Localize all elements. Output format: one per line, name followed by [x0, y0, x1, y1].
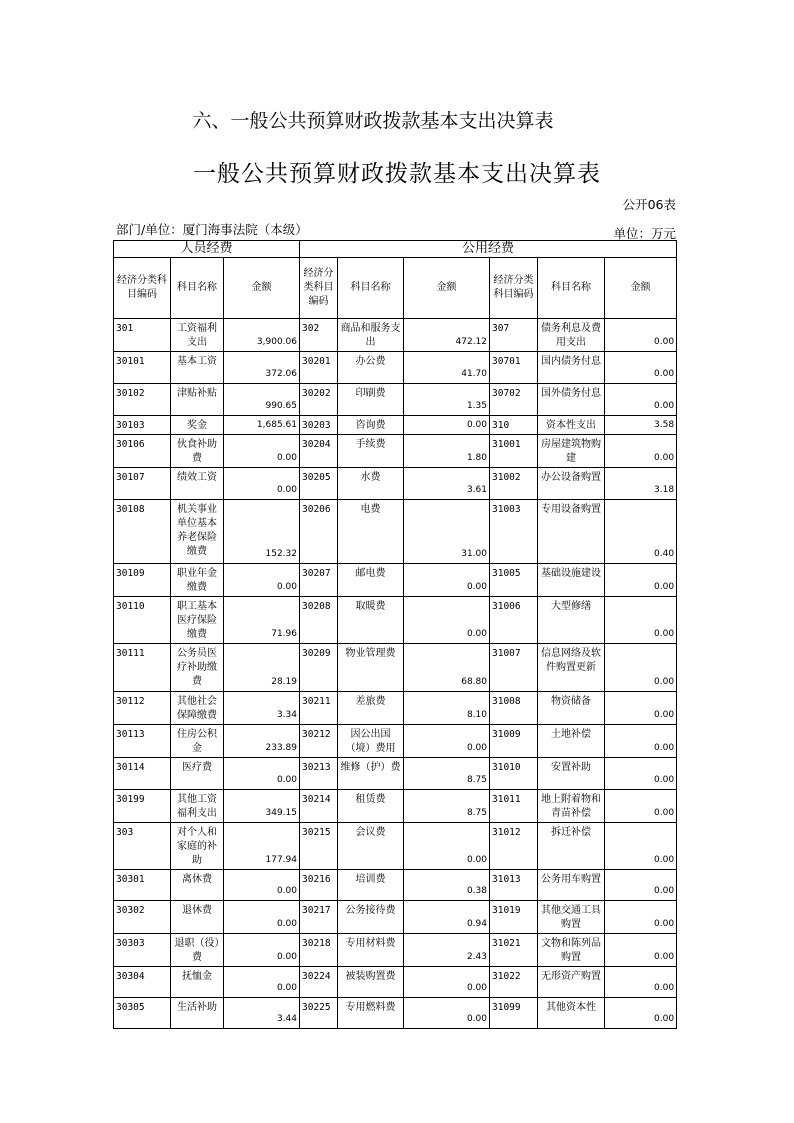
economic-code-cell: 30212 [300, 725, 338, 758]
amount-cell: 0.00 [605, 564, 677, 597]
economic-code-cell: 30209 [300, 644, 338, 692]
economic-code-cell: 301 [114, 319, 171, 352]
economic-code-cell: 31022 [490, 967, 538, 998]
economic-code-cell: 30302 [114, 901, 171, 934]
economic-code-cell: 30106 [114, 435, 171, 468]
economic-code-cell: 30108 [114, 500, 171, 564]
amount-cell: 0.00 [605, 644, 677, 692]
item-name-cell: 奖金 [171, 416, 224, 435]
amount-cell: 0.00 [224, 967, 300, 998]
amount-cell: 28.19 [224, 644, 300, 692]
table-row [114, 967, 677, 998]
amount-cell: 0.00 [224, 758, 300, 790]
table-row [114, 823, 677, 870]
column-header-name: 科目名称 [538, 258, 605, 319]
economic-code-cell: 30203 [300, 416, 338, 435]
table-row [114, 352, 677, 384]
item-name-cell: 工资福利支出 [171, 319, 224, 352]
economic-code-cell: 30214 [300, 790, 338, 823]
amount-cell: 372.06 [224, 352, 300, 384]
economic-code-cell: 31001 [490, 435, 538, 468]
economic-code-cell: 30211 [300, 692, 338, 725]
amount-cell: 0.00 [224, 870, 300, 901]
amount-cell: 0.00 [224, 435, 300, 468]
economic-code-cell: 302 [300, 319, 338, 352]
item-name-cell: 文物和陈列品购置 [538, 934, 605, 967]
amount-cell: 0.00 [404, 564, 490, 597]
item-name-cell: 专用燃料费 [338, 998, 404, 1029]
item-name-cell: 专用材料费 [338, 934, 404, 967]
table-row [114, 870, 677, 901]
item-name-cell: 职工基本医疗保险缴费 [171, 597, 224, 644]
table-row [114, 758, 677, 790]
item-name-cell: 住房公积金 [171, 725, 224, 758]
column-header-amount: 金额 [404, 258, 490, 319]
amount-cell: 3.44 [224, 998, 300, 1029]
amount-cell: 0.38 [404, 870, 490, 901]
amount-cell: 0.00 [605, 870, 677, 901]
amount-cell: 0.00 [605, 934, 677, 967]
department-label: 部门/单位：厦门海事法院（本级） [116, 222, 308, 237]
item-name-cell: 大型修缮 [538, 597, 605, 644]
item-name-cell: 债务利息及费用支出 [538, 319, 605, 352]
item-name-cell: 公务接待费 [338, 901, 404, 934]
economic-code-cell: 31002 [490, 468, 538, 500]
economic-code-cell: 30225 [300, 998, 338, 1029]
amount-cell: 68.80 [404, 644, 490, 692]
amount-cell: 0.00 [605, 692, 677, 725]
amount-cell: 0.00 [605, 790, 677, 823]
item-name-cell: 拆迁补偿 [538, 823, 605, 870]
form-number: 公开06表 [622, 197, 676, 212]
amount-cell: 0.40 [605, 500, 677, 564]
item-name-cell: 信息网络及软件购置更新 [538, 644, 605, 692]
amount-cell: 71.96 [224, 597, 300, 644]
table-row [114, 725, 677, 758]
amount-cell: 0.00 [224, 901, 300, 934]
economic-code-cell: 30205 [300, 468, 338, 500]
column-header-name: 科目名称 [338, 258, 404, 319]
amount-cell: 3.34 [224, 692, 300, 725]
item-name-cell: 安置补助 [538, 758, 605, 790]
economic-code-cell: 30303 [114, 934, 171, 967]
amount-cell: 0.00 [224, 468, 300, 500]
table-row [114, 468, 677, 500]
amount-cell: 0.00 [605, 319, 677, 352]
column-header-code: 经济分类科目编码 [490, 258, 538, 319]
table-row [114, 901, 677, 934]
expenditure-table [113, 240, 677, 1029]
item-name-cell: 被装购置费 [338, 967, 404, 998]
amount-cell: 0.00 [605, 758, 677, 790]
economic-code-cell: 30305 [114, 998, 171, 1029]
item-name-cell: 公务用车购置 [538, 870, 605, 901]
economic-code-cell: 31012 [490, 823, 538, 870]
unit-label: 单位：万元 [613, 226, 676, 241]
item-name-cell: 商品和服务支出 [338, 319, 404, 352]
economic-code-cell: 31008 [490, 692, 538, 725]
item-name-cell: 津贴补贴 [171, 384, 224, 416]
economic-code-cell: 30201 [300, 352, 338, 384]
table-row [114, 790, 677, 823]
table-row [114, 597, 677, 644]
economic-code-cell: 31009 [490, 725, 538, 758]
economic-code-cell: 30202 [300, 384, 338, 416]
amount-cell: 2.43 [404, 934, 490, 967]
item-name-cell: 基础设施建设 [538, 564, 605, 597]
economic-code-cell: 30103 [114, 416, 171, 435]
economic-code-cell: 30109 [114, 564, 171, 597]
amount-cell: 0.00 [605, 352, 677, 384]
amount-cell: 8.75 [404, 758, 490, 790]
amount-cell: 0.00 [605, 901, 677, 934]
table-row [114, 435, 677, 468]
table-row [114, 416, 677, 435]
economic-code-cell: 30114 [114, 758, 171, 790]
amount-cell: 0.94 [404, 901, 490, 934]
item-name-cell: 对个人和家庭的补助 [171, 823, 224, 870]
item-name-cell: 离休费 [171, 870, 224, 901]
item-name-cell: 职业年金缴费 [171, 564, 224, 597]
economic-code-cell: 30113 [114, 725, 171, 758]
economic-code-cell: 31003 [490, 500, 538, 564]
economic-code-cell: 30110 [114, 597, 171, 644]
item-name-cell: 其他交通工具购置 [538, 901, 605, 934]
item-name-cell: 办公设备购置 [538, 468, 605, 500]
item-name-cell: 国内债务付息 [538, 352, 605, 384]
item-name-cell: 其他社会保障缴费 [171, 692, 224, 725]
economic-code-cell: 30101 [114, 352, 171, 384]
economic-code-cell: 30701 [490, 352, 538, 384]
economic-code-cell: 303 [114, 823, 171, 870]
amount-cell: 41.70 [404, 352, 490, 384]
item-name-cell: 培训费 [338, 870, 404, 901]
economic-code-cell: 31013 [490, 870, 538, 901]
economic-code-cell: 30304 [114, 967, 171, 998]
item-name-cell: 退休费 [171, 901, 224, 934]
amount-cell: 1.35 [404, 384, 490, 416]
item-name-cell: 地上附着物和青苗补偿 [538, 790, 605, 823]
amount-cell: 0.00 [404, 597, 490, 644]
economic-code-cell: 30112 [114, 692, 171, 725]
amount-cell: 0.00 [404, 967, 490, 998]
item-name-cell: 物资储备 [538, 692, 605, 725]
economic-code-cell: 30215 [300, 823, 338, 870]
table-row [114, 564, 677, 597]
item-name-cell: 土地补偿 [538, 725, 605, 758]
item-name-cell: 办公费 [338, 352, 404, 384]
economic-code-cell: 30199 [114, 790, 171, 823]
item-name-cell: 资本性支出 [538, 416, 605, 435]
economic-code-cell: 30102 [114, 384, 171, 416]
item-name-cell: 印刷费 [338, 384, 404, 416]
amount-cell: 472.12 [404, 319, 490, 352]
economic-code-cell: 307 [490, 319, 538, 352]
economic-code-cell: 30213 [300, 758, 338, 790]
economic-code-cell: 30204 [300, 435, 338, 468]
economic-code-cell: 30301 [114, 870, 171, 901]
section-title: 六、一般公共预算财政拨款基本支出决算表 [192, 110, 554, 132]
column-header-code: 经济分类科目编码 [114, 258, 171, 319]
table-row [114, 384, 677, 416]
item-name-cell: 抚恤金 [171, 967, 224, 998]
economic-code-cell: 31099 [490, 998, 538, 1029]
column-header-name: 科目名称 [171, 258, 224, 319]
item-name-cell: 其他工资福利支出 [171, 790, 224, 823]
amount-cell: 0.00 [404, 823, 490, 870]
amount-cell: 3,900.06 [224, 319, 300, 352]
item-name-cell: 差旅费 [338, 692, 404, 725]
public-expense-header: 公用经费 [300, 241, 677, 258]
item-name-cell: 物业管理费 [338, 644, 404, 692]
item-name-cell: 国外债务付息 [538, 384, 605, 416]
amount-cell: 3.18 [605, 468, 677, 500]
economic-code-cell: 30107 [114, 468, 171, 500]
item-name-cell: 绩效工资 [171, 468, 224, 500]
item-name-cell: 基本工资 [171, 352, 224, 384]
economic-code-cell: 31005 [490, 564, 538, 597]
table-row [114, 934, 677, 967]
amount-cell: 1.80 [404, 435, 490, 468]
amount-cell: 0.00 [224, 934, 300, 967]
item-name-cell: 手续费 [338, 435, 404, 468]
economic-code-cell: 310 [490, 416, 538, 435]
item-name-cell: 邮电费 [338, 564, 404, 597]
item-name-cell: 房屋建筑物购建 [538, 435, 605, 468]
amount-cell: 0.00 [605, 597, 677, 644]
amount-cell: 233.89 [224, 725, 300, 758]
item-name-cell: 其他资本性 [538, 998, 605, 1029]
amount-cell: 152.32 [224, 500, 300, 564]
amount-cell: 0.00 [605, 435, 677, 468]
economic-code-cell: 31021 [490, 934, 538, 967]
item-name-cell: 维修（护）费 [338, 758, 404, 790]
amount-cell: 0.00 [224, 564, 300, 597]
item-name-cell: 公务员医疗补助缴费 [171, 644, 224, 692]
economic-code-cell: 31010 [490, 758, 538, 790]
amount-cell: 177.94 [224, 823, 300, 870]
item-name-cell: 水费 [338, 468, 404, 500]
table-body [114, 319, 677, 1029]
economic-code-cell: 30217 [300, 901, 338, 934]
page-title: 一般公共预算财政拨款基本支出决算表 [193, 161, 601, 187]
amount-cell: 0.00 [605, 384, 677, 416]
amount-cell: 349.15 [224, 790, 300, 823]
item-name-cell: 取暖费 [338, 597, 404, 644]
personnel-expense-header: 人员经费 [114, 241, 300, 258]
item-name-cell: 因公出国（境）费用 [338, 725, 404, 758]
economic-code-cell: 30218 [300, 934, 338, 967]
item-name-cell: 租赁费 [338, 790, 404, 823]
column-header-amount: 金额 [224, 258, 300, 319]
item-name-cell: 医疗费 [171, 758, 224, 790]
economic-code-cell: 31006 [490, 597, 538, 644]
amount-cell: 990.65 [224, 384, 300, 416]
economic-code-cell: 31019 [490, 901, 538, 934]
column-header-code: 经济分类科目编码 [300, 258, 338, 319]
table-row [114, 500, 677, 564]
table-row [114, 319, 677, 352]
amount-cell: 31.00 [404, 500, 490, 564]
economic-code-cell: 31011 [490, 790, 538, 823]
economic-code-cell: 30111 [114, 644, 171, 692]
table-row [114, 998, 677, 1029]
table-row [114, 644, 677, 692]
amount-cell: 0.00 [605, 823, 677, 870]
economic-code-cell: 30207 [300, 564, 338, 597]
economic-code-cell: 30208 [300, 597, 338, 644]
item-name-cell: 电费 [338, 500, 404, 564]
amount-cell: 1,685.61 [224, 416, 300, 435]
item-name-cell: 伙食补助费 [171, 435, 224, 468]
amount-cell: 0.00 [404, 416, 490, 435]
economic-code-cell: 31007 [490, 644, 538, 692]
economic-code-cell: 30206 [300, 500, 338, 564]
item-name-cell: 生活补助 [171, 998, 224, 1029]
item-name-cell: 咨询费 [338, 416, 404, 435]
amount-cell: 0.00 [404, 998, 490, 1029]
amount-cell: 0.00 [404, 725, 490, 758]
amount-cell: 3.58 [605, 416, 677, 435]
amount-cell: 8.75 [404, 790, 490, 823]
item-name-cell: 会议费 [338, 823, 404, 870]
economic-code-cell: 30224 [300, 967, 338, 998]
item-name-cell: 机关事业单位基本养老保险缴费 [171, 500, 224, 564]
economic-code-cell: 30702 [490, 384, 538, 416]
economic-code-cell: 30216 [300, 870, 338, 901]
amount-cell: 0.00 [605, 967, 677, 998]
table-row [114, 692, 677, 725]
column-header-amount: 金额 [605, 258, 677, 319]
amount-cell: 0.00 [605, 998, 677, 1029]
amount-cell: 0.00 [605, 725, 677, 758]
item-name-cell: 专用设备购置 [538, 500, 605, 564]
item-name-cell: 退职（役）费 [171, 934, 224, 967]
item-name-cell: 无形资产购置 [538, 967, 605, 998]
amount-cell: 3.61 [404, 468, 490, 500]
amount-cell: 8.10 [404, 692, 490, 725]
